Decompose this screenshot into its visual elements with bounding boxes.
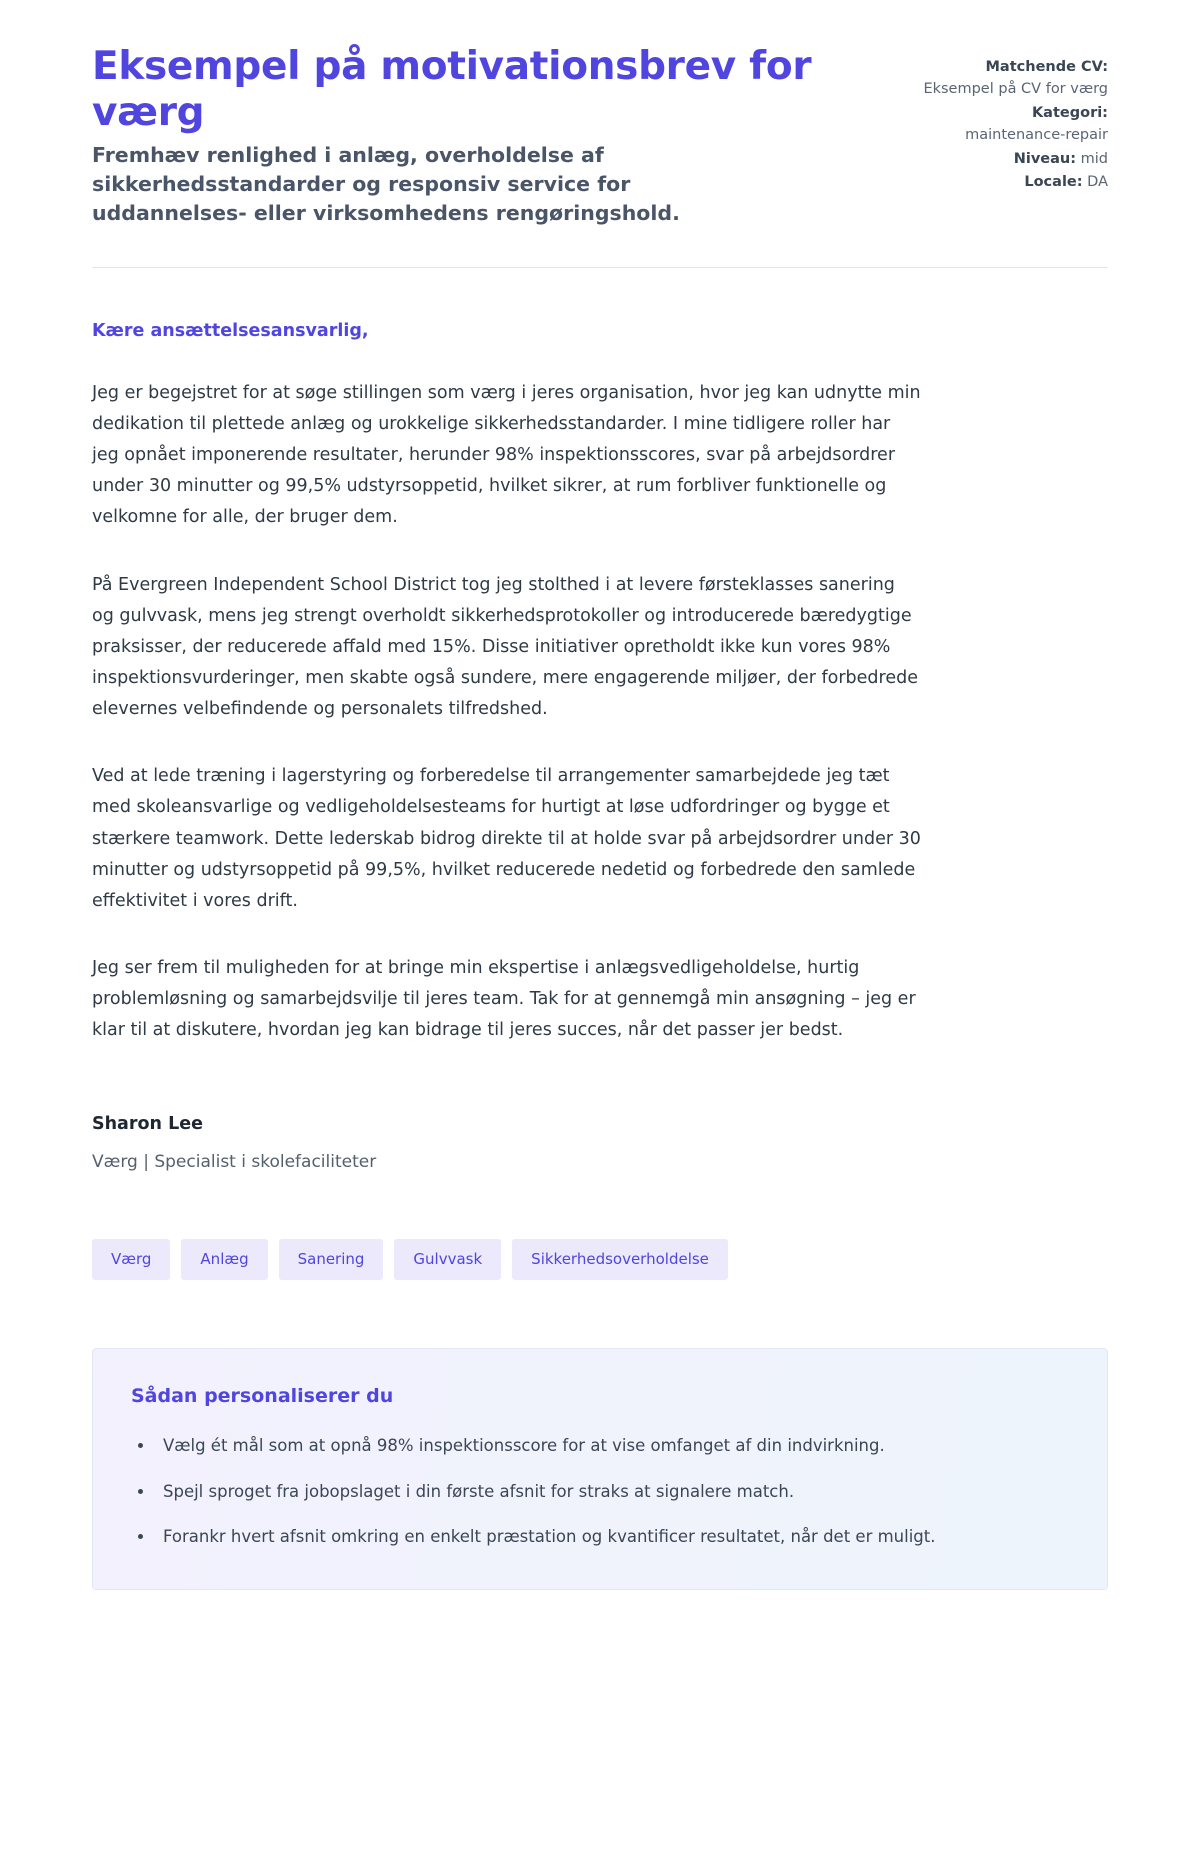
tag-chip[interactable]: Anlæg [181,1239,267,1280]
page-title: Eksempel på motivationsbrev for værg [92,44,812,135]
page-subtitle: Fremhæv renlighed i anlæg, overholdelse af sikkerhedsstandarder og responsiv service for uddannelses- eller virksomhedens rengøringshold. [92,143,680,226]
tag-chip[interactable]: Gulvvask [394,1239,501,1280]
header-title-block [92,44,832,229]
tips-list [131,1431,1069,1551]
tag-chip[interactable]: Sikkerhedsoverholdelse [512,1239,728,1280]
cover-letter-body [92,318,1108,1047]
tag-chip[interactable]: Sanering [279,1239,384,1280]
tag-list [92,1239,1108,1280]
meta-matching-cv-label: Matchende CV: [985,59,1108,75]
header-divider [92,267,1108,268]
letter-paragraph: Ved at lede træning i lagerstyring og forberedelse til arrangementer samarbejdede jeg tæt med skoleansvarlige og vedligeholdelsesteams for hurtigt at løse udfordringer og bygge et stærkere teamwork. Dette lederskab bidrog direkte til at holde svar på arbejdsordrer under 30 minutter og udstyrsoppetid på 99,5%, hvilket reducerede nedetid og forbedrede den samlede effektivitet i vores drift. [92,766,921,911]
meta-level [918,148,1108,170]
tips-title: Sådan personaliserer du [131,1384,394,1407]
meta-level-value: mid [1080,150,1108,167]
letter-paragraph: Jeg er begejstret for at søge stillingen som værg i jeres organisation, hvor jeg kan udnytte min dedikation til plettede anlæg og urokkelige sikkerhedsstandarder. I mine tidligere roller har jeg opnået imponerende resultater, herunder 98% inspektionsscores, svar på arbejdsordrer under 30 minutter og 99,5% udstyrsoppetid, hvilket sikrer, at rum forbliver funktionelle og velkomne for alle, der bruger dem. [92,382,921,528]
document-header [92,44,1108,229]
tips-list-item: • Vælg ét mål som at opnå 98% inspektionsscore for at vise omfanget af din indvirkning. [155,1431,1069,1460]
meta-locale [918,171,1108,193]
meta-matching-cv-value[interactable]: Eksempel på CV for værg [923,81,1108,98]
tag-chip[interactable]: Værg [92,1239,170,1280]
tips-list-item: • Spejl sproget fra jobopslaget i din første afsnit for straks at signalere match. [155,1477,1069,1506]
meta-category [918,102,1108,147]
meta-level-label: Niveau: [1013,150,1077,167]
meta-category-value: maintenance-repair [965,127,1108,144]
personalization-tips-callout [92,1348,1108,1591]
header-meta-block [918,44,1108,195]
letter-salutation: Kære ansættelsesansvarlig, [92,320,369,341]
letter-paragraph: På Evergreen Independent School District tog jeg stolthed i at levere førsteklasses sanering og gulvvask, mens jeg strengt overholdt sikkerhedsprotokoller og introducerede bæredygtige praksisser, der reducerede affald med 15%. Disse initiativer opretholdt ikke kun vores 98% inspektionsvurderinger, men skabte også sundere, mere engagerende miljøer, der forbedrede elevernes velbefindende og personalets tilfredshed. [92,574,918,720]
meta-locale-label: Locale: [1024,174,1083,191]
meta-category-label: Kategori: [1031,104,1108,121]
letter-paragraph: Jeg ser frem til muligheden for at bringe min ekspertise i anlægsvedligeholdelse, hurtig problemløsning og samarbejdsvilje til jeres team. Tak for at gennemgå min ansøgning – jeg er klar til at diskutere, hvordan jeg kan bidrage til jeres succes, når det passer jer bedst. [92,957,916,1041]
signature-block [92,1112,1108,1174]
meta-locale-value: DA [1087,174,1108,191]
signature-name: Sharon Lee [92,1114,203,1135]
tips-list-item: • Forankr hvert afsnit omkring en enkelt præstation og kvantificer resultatet, når det er muligt. [155,1522,1069,1551]
signature-role: Værg | Specialist i skolefaciliteter [92,1151,377,1172]
meta-matching-cv [918,56,1108,101]
